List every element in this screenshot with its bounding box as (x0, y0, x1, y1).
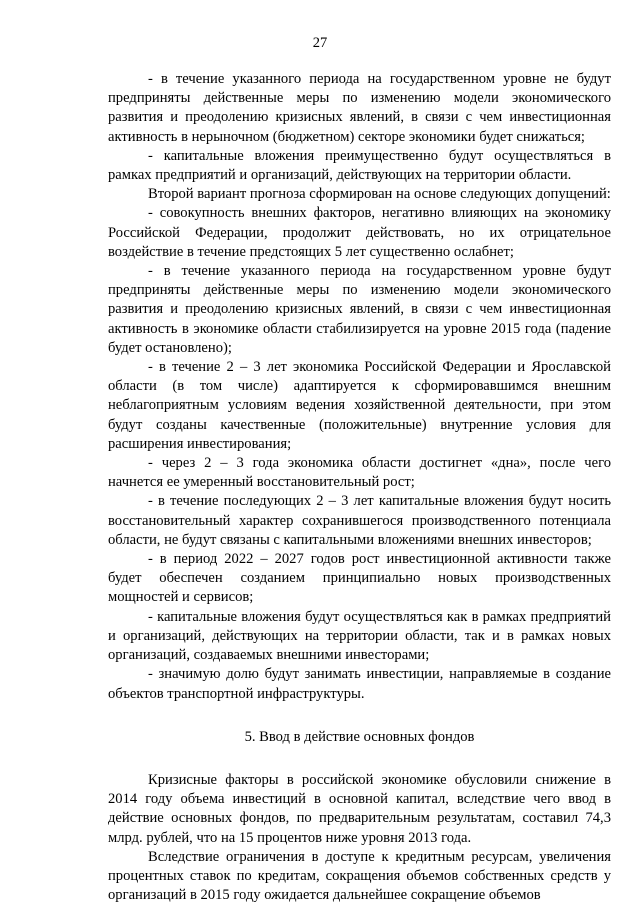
paragraph: Вследствие ограничения в доступе к кредитным ресурсам, увеличения процентных ставок по кредитам, сокращения объемов собственных средств у организаций в 2015 году ожидается дальнейшее сокращение объемов (108, 848, 611, 904)
paragraph: - капитальные вложения будут осуществляться как в рамках предприятий и организаций, действующих на территории области, так и в рамках новых организаций, создаваемых внешними инвесторами; (108, 608, 611, 664)
paragraph: - капитальные вложения преимущественно будут осуществляться в рамках предприятий и организаций, действующих на территории области. (108, 147, 611, 184)
document-body (108, 70, 611, 905)
page-number: 27 (312, 35, 328, 51)
paragraph: - в течение последующих 2 – 3 лет капитальные вложения будут носить восстановительный характер сохранившегося производственного потенциала области, не будут связаны с капитальными вложениями внешних инвесторов; (108, 493, 611, 548)
paragraph: - совокупность внешних факторов, негативно влияющих на экономику Российской Федерации, продолжит действовать, но их отрицательное воздействие в течение предстоящих 5 лет существенно ослабнет; (108, 205, 611, 260)
paragraph: - через 2 – 3 года экономика области достигнет «дна», после чего начнется ее умеренный восстановительный рост; (108, 455, 611, 491)
paragraph: - в период 2022 – 2027 годов рост инвестиционной активности также будет обеспечен созданием принципиально новых производственных мощностей и сервисов; (108, 551, 611, 606)
paragraph: - значимую долю будут занимать инвестиции, направляемые в создание объектов транспортной инфраструктуры. (108, 666, 611, 702)
paragraph: - в течение указанного периода на государственном уровне не будут предприняты действенные меры по изменению модели экономического развития и преодолению кризисных явлений, в связи с чем инвестиционная активность в нерыночном (бюджетном) секторе экономики будет снижаться; (108, 71, 611, 145)
paragraph: Кризисные факторы в российской экономике обусловили снижение в 2014 году объема инвестиций в основной капитал, вследствие чего ввод в действие основных фондов, по предварительным результатам, составил 74,3 млрд. рублей, что на 15 процентов ниже уровня 2013 года. (108, 771, 611, 846)
section-heading: 5. Ввод в действие основных фондов (244, 728, 475, 745)
paragraph: - в течение указанного периода на государственном уровне будут предприняты действенные меры по изменению модели экономического развития и преодолению кризисных явлений, в связи с чем инвестиционная активность в экономике области стабилизируется на уровне 2015 года (падение будет остановлено); (108, 263, 611, 356)
paragraph: - в течение 2 – 3 лет экономика Российской Федерации и Ярославской области (в том числе) адаптируется к сформировавшимся внешним неблагоприятным условиям ведения хозяйственной деятельности, при этом будут созданы качественные (положительные) внутренние условия для расширения инвестирования; (108, 359, 611, 452)
paragraph: Второй вариант прогноза сформирован на основе следующих допущений: (148, 186, 611, 203)
